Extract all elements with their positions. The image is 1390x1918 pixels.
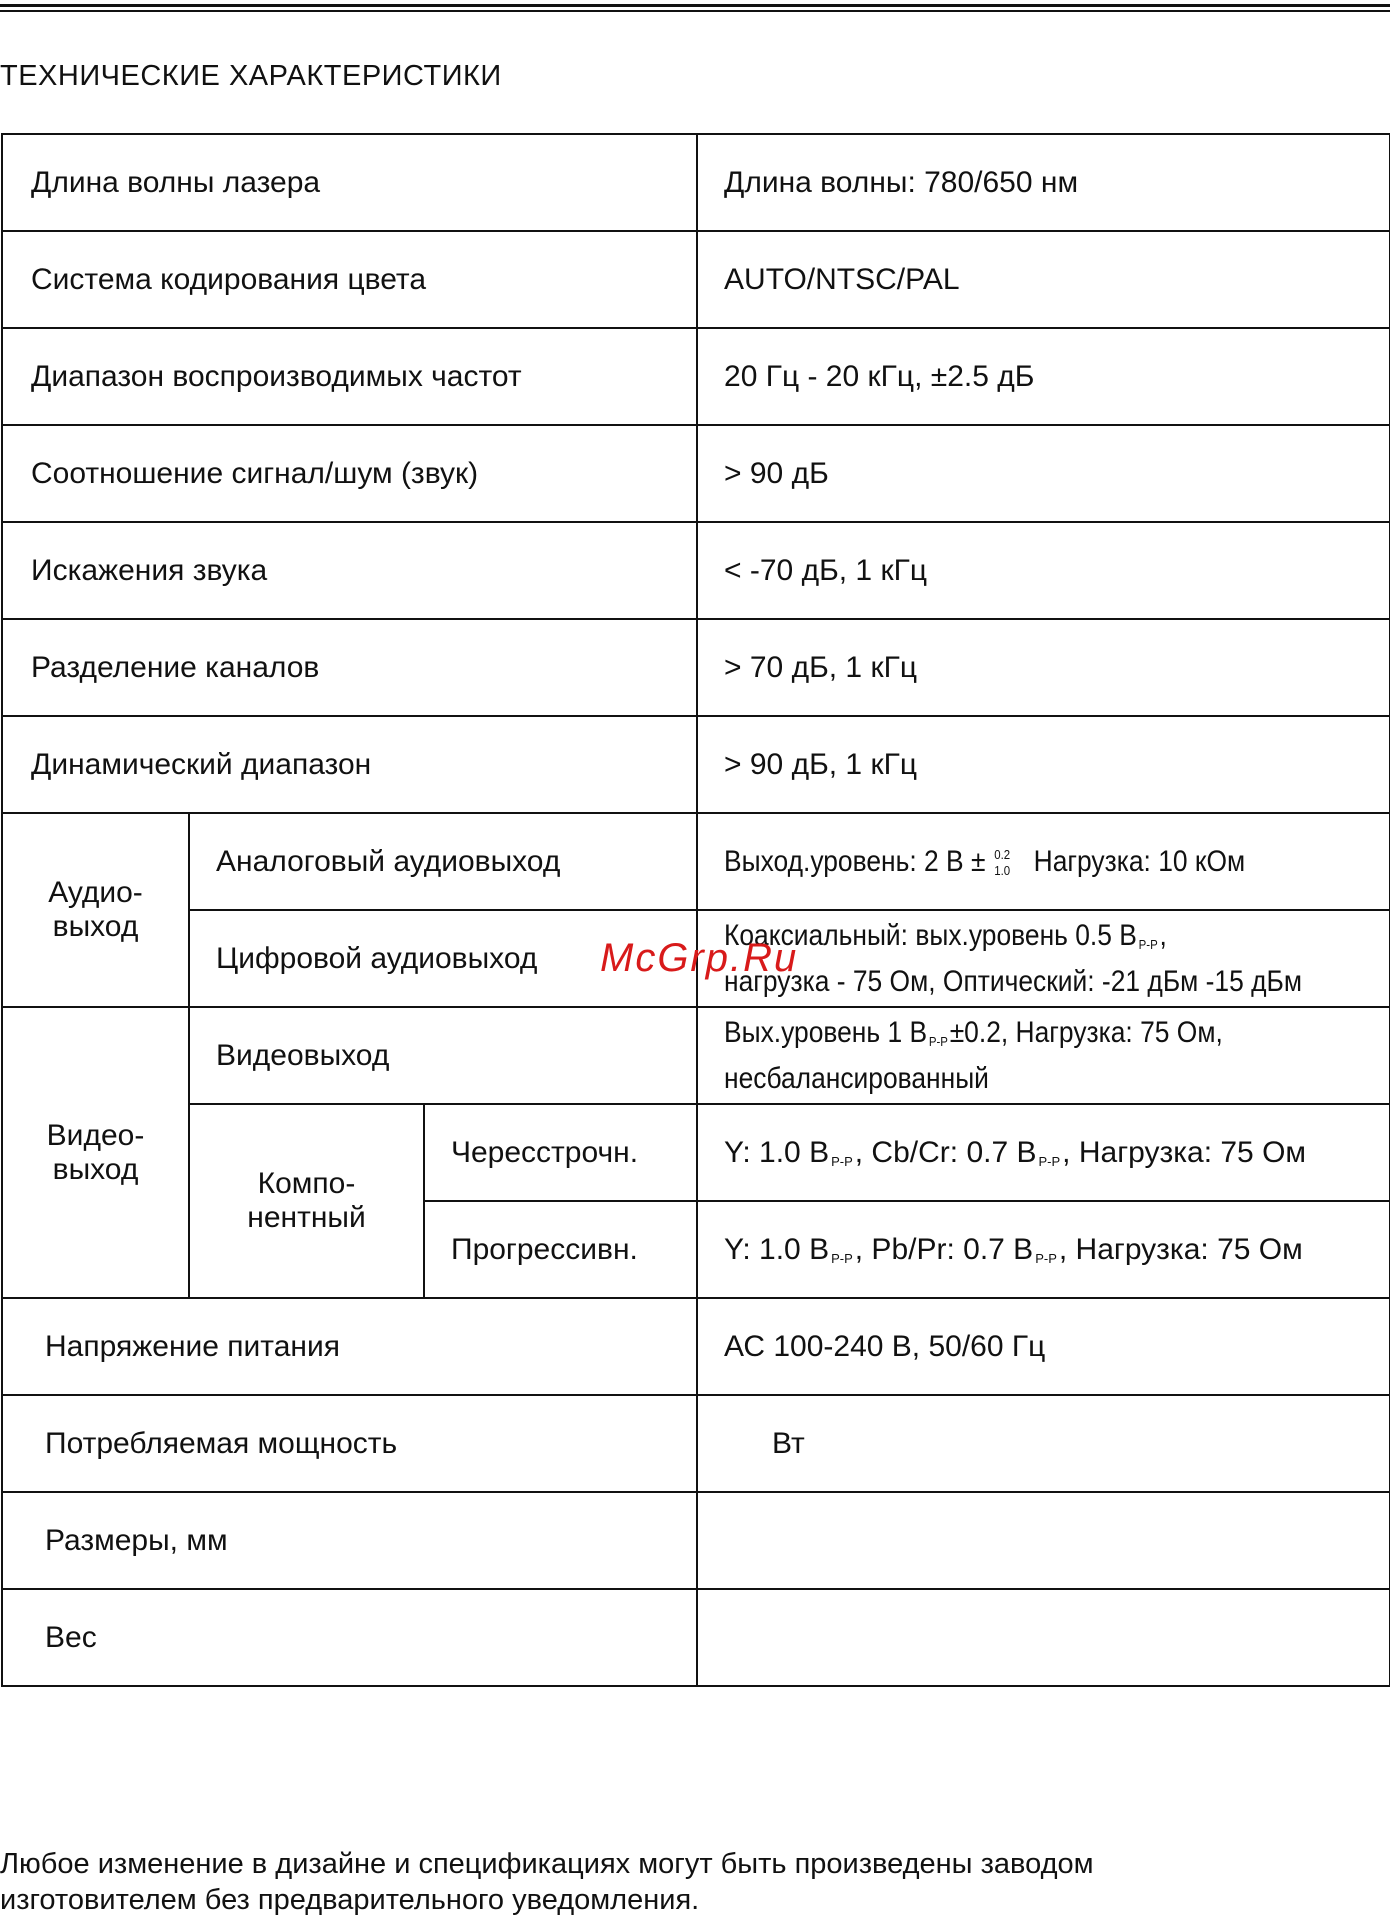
fraction-top: 0.2: [994, 847, 1011, 863]
interlaced-label: Чересстрочн.: [424, 1104, 697, 1201]
fraction-bottom: 1.0: [994, 863, 1011, 879]
interlaced-load: , Нагрузка: 75 Ом: [1062, 1135, 1307, 1169]
spec-label: Потребляемая мощность: [2, 1395, 697, 1492]
spec-label: Напряжение питания: [2, 1298, 697, 1395]
optical-text: нагрузка - 75 Ом, Оптический: -21 дБм -15 дБм: [724, 965, 1303, 998]
spec-value: 20 Гц - 20 кГц, ±2.5 дБ: [697, 328, 1390, 425]
table-row: [2, 716, 1390, 813]
interlaced-value: [697, 1104, 1390, 1201]
coaxial-comma: ,: [1159, 919, 1167, 952]
spec-value: AUTO/NTSC/PAL: [697, 231, 1390, 328]
spec-label: Диапазон воспроизводимых частот: [2, 328, 697, 425]
video-out-value: [697, 1007, 1390, 1104]
video-level-text: Вых.уровень 1 В: [724, 1016, 928, 1049]
digital-audio-value: [697, 910, 1390, 1007]
analog-level-text: Выход.уровень: 2 В ±: [724, 845, 986, 878]
spec-label: Динамический диапазон: [2, 716, 697, 813]
spec-value: > 70 дБ, 1 кГц: [697, 619, 1390, 716]
table-row: [2, 328, 1390, 425]
table-row: [2, 1298, 1390, 1395]
analog-audio-label: Аналоговый аудиовыход: [189, 813, 697, 910]
audio-out-line2: выход: [52, 910, 139, 943]
table-row: [2, 1589, 1390, 1686]
table-row: [2, 619, 1390, 716]
spec-value: Длина волны: 780/650 нм: [697, 134, 1390, 231]
tolerance-fraction: [994, 847, 1010, 879]
table-row: [2, 1492, 1390, 1589]
watermark: McGrp.Ru: [600, 936, 799, 980]
spec-label: Соотношение сигнал/шум (звук): [2, 425, 697, 522]
component-label: [189, 1104, 424, 1298]
spec-value: < -70 дБ, 1 кГц: [697, 522, 1390, 619]
pp-subscript: P-P: [831, 1153, 853, 1169]
progressive-label: Прогрессивн.: [424, 1201, 697, 1298]
spec-label: Вес: [2, 1589, 697, 1686]
pp-subscript: P-P: [831, 1250, 853, 1266]
progressive-pbpr: , Pb/Pr: 0.7 В: [854, 1232, 1034, 1266]
table-row: [2, 522, 1390, 619]
table-row: [2, 1395, 1390, 1492]
coaxial-text: Коаксиальный: вых.уровень 0.5 В: [724, 919, 1137, 952]
digital-audio-label: Цифровой аудиовыход: [189, 910, 697, 1007]
analog-audio-value: [697, 813, 1390, 910]
table-row: [2, 813, 1390, 910]
spec-label: Искажения звука: [2, 522, 697, 619]
video-load-text: ±0.2, Нагрузка: 75 Ом,: [949, 1016, 1223, 1049]
analog-load-text: Нагрузка: 10 кОм: [1033, 845, 1246, 878]
video-out-line1: Видео-: [46, 1118, 145, 1152]
audio-out-line1: Аудио-: [48, 876, 143, 909]
table-row: [2, 231, 1390, 328]
table-row: [2, 134, 1390, 231]
spec-label: Длина волны лазера: [2, 134, 697, 231]
video-out-group-label: [2, 1007, 189, 1298]
spec-value: АС 100-240 В, 50/60 Гц: [697, 1298, 1390, 1395]
pp-subscript: P-P: [928, 1034, 948, 1049]
spec-value: > 90 дБ, 1 кГц: [697, 716, 1390, 813]
video-out-line2: выход: [52, 1152, 139, 1186]
pp-subscript: P-P: [1138, 937, 1158, 952]
table-row: [2, 1007, 1390, 1104]
spec-value: > 90 дБ: [697, 425, 1390, 522]
spec-value: Вт: [697, 1395, 1390, 1492]
spec-value: [697, 1492, 1390, 1589]
interlaced-y: Y: 1.0 В: [724, 1135, 830, 1169]
component-line2: нентный: [247, 1201, 366, 1234]
top-rule-thick: [0, 4, 1390, 7]
spec-table: [1, 133, 1390, 1687]
video-unbalanced-text: несбалансированный: [724, 1062, 989, 1095]
top-rule-thin: [0, 10, 1390, 12]
table-row: [2, 1104, 1390, 1201]
spec-value: [697, 1589, 1390, 1686]
spec-label: Разделение каналов: [2, 619, 697, 716]
page-title: ТЕХНИЧЕСКИЕ ХАРАКТЕРИСТИКИ: [0, 60, 502, 92]
video-out-label: Видеовыход: [189, 1007, 697, 1104]
spec-label: Размеры, мм: [2, 1492, 697, 1589]
audio-out-group-label: [2, 813, 189, 1007]
progressive-load: , Нагрузка: 75 Ом: [1058, 1232, 1303, 1266]
pp-subscript: P-P: [1038, 1153, 1061, 1169]
spec-label: Система кодирования цвета: [2, 231, 697, 328]
pp-subscript: P-P: [1035, 1250, 1057, 1266]
progressive-value: [697, 1201, 1390, 1298]
component-line1: Компо-: [257, 1167, 356, 1200]
progressive-y: Y: 1.0 В: [724, 1232, 830, 1266]
table-row: [2, 425, 1390, 522]
footnote: [0, 1846, 1094, 1918]
footnote-line2: изготовителем без предварительного уведомления.: [0, 1884, 700, 1916]
interlaced-cbcr: , Cb/Cr: 0.7 В: [854, 1135, 1037, 1169]
footnote-line1: Любое изменение в дизайне и спецификациях могут быть произведены заводом: [0, 1848, 1094, 1880]
